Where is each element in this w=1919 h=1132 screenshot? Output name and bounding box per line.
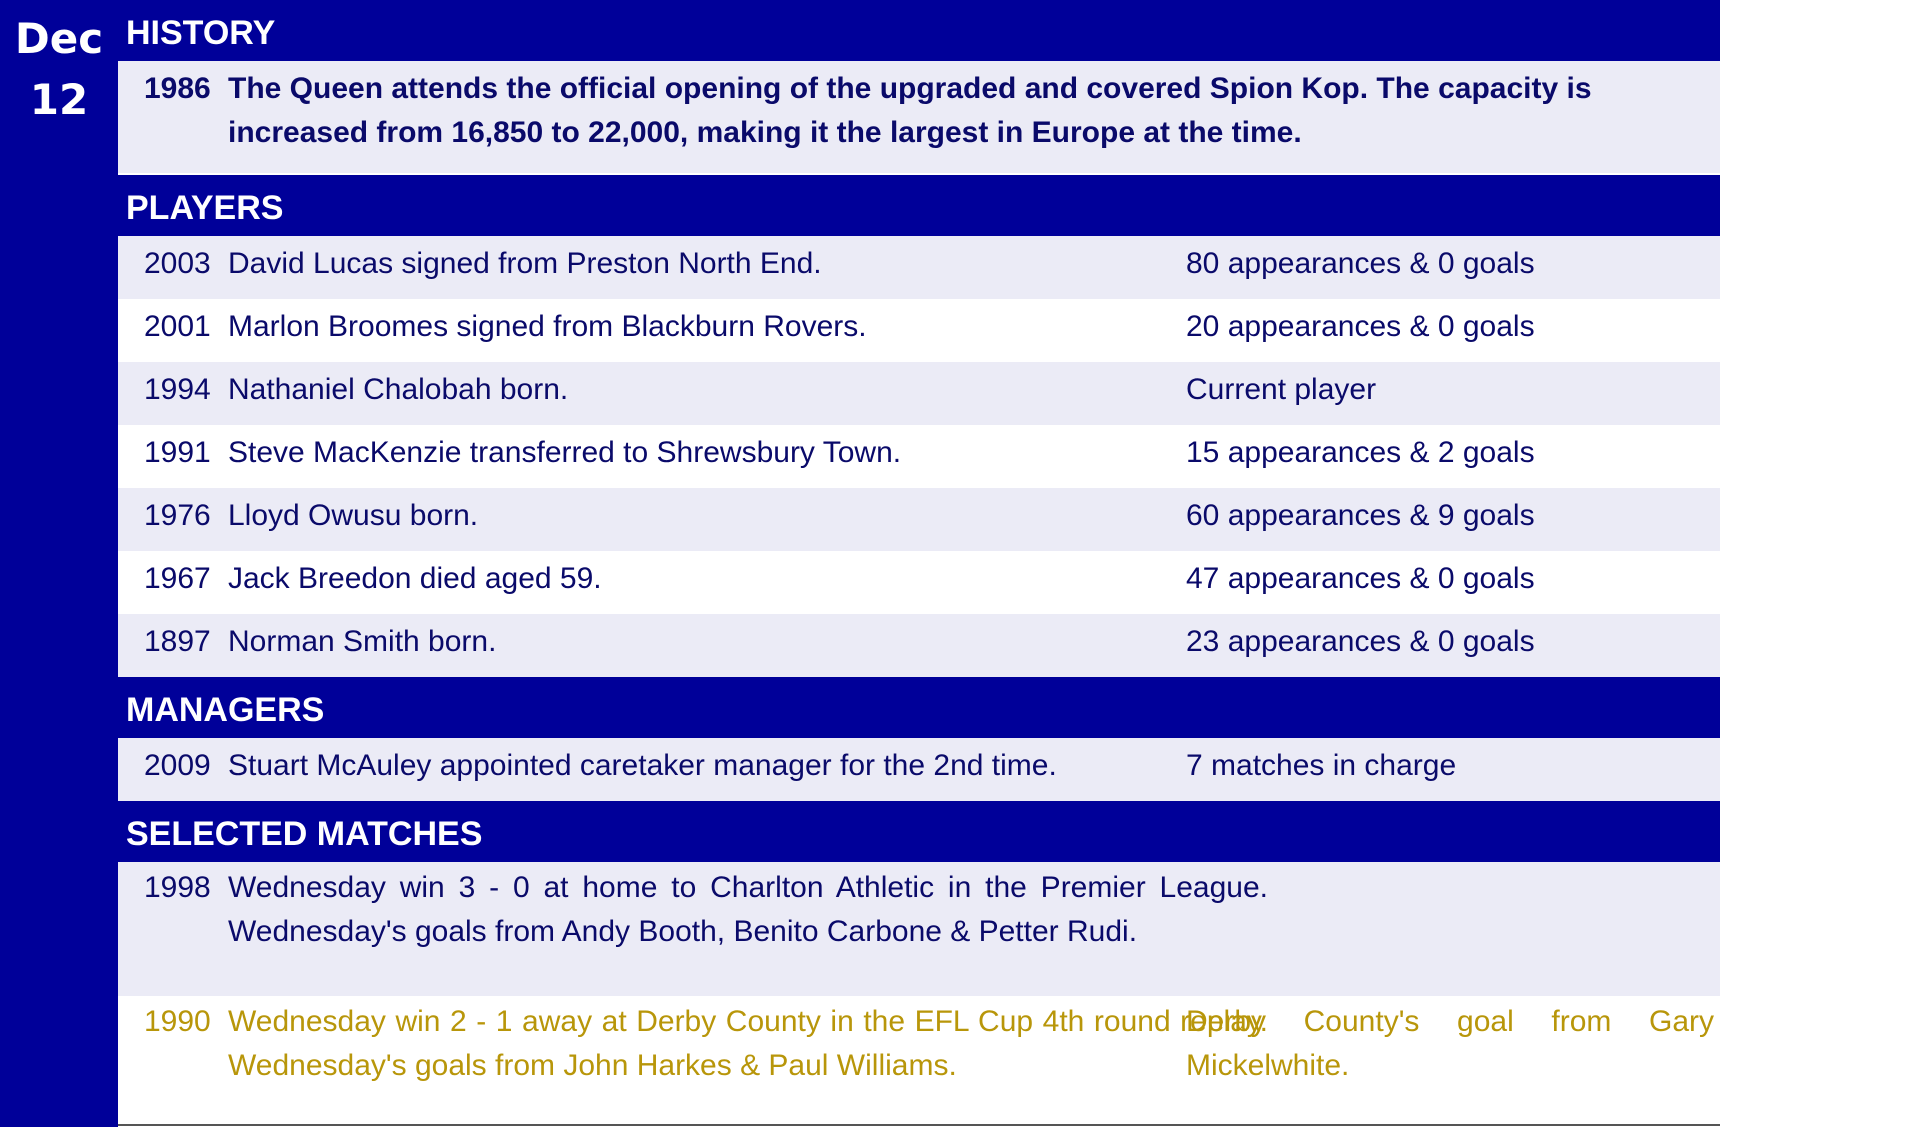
- player-note: 20 appearances & 0 goals: [1186, 310, 1535, 343]
- player-row: [118, 362, 1720, 425]
- player-text: David Lucas signed from Preston North End.: [228, 247, 822, 280]
- section-header-matches: SELECTED MATCHES: [118, 801, 1720, 862]
- content: [118, 0, 1720, 1132]
- match-note: Derby County's goal from Gary Mickelwhite.: [1186, 1005, 1714, 1082]
- player-row: [118, 425, 1720, 488]
- match-year: 1990: [144, 1005, 211, 1038]
- player-text: Marlon Broomes signed from Blackburn Rovers.: [228, 310, 867, 343]
- player-year: 1991: [144, 436, 211, 469]
- player-note: 23 appearances & 0 goals: [1186, 625, 1535, 658]
- player-year: 1967: [144, 562, 211, 595]
- player-note: 60 appearances & 9 goals: [1186, 499, 1535, 532]
- player-text: Norman Smith born.: [228, 625, 497, 658]
- section-header-managers: MANAGERS: [118, 677, 1720, 738]
- player-note: 47 appearances & 0 goals: [1186, 562, 1535, 595]
- match-text: Wednesday win 2 - 1 away at Derby County in the EFL Cup 4th round replay. Wednesday's goals from John Harkes & Paul Williams.: [228, 1005, 1268, 1082]
- match-text: Wednesday win 3 - 0 at home to Charlton Athletic in the Premier League. Wednesday's goals from Andy Booth, Benito Carbone & Petter Rudi.: [228, 871, 1268, 948]
- history-text: The Queen attends the official opening of the upgraded and covered Spion Kop. The capacity is increased from 16,850 to 22,000, making it the largest in Europe at the time.: [228, 72, 1592, 149]
- player-note: 15 appearances & 2 goals: [1186, 436, 1535, 469]
- player-year: 1897: [144, 625, 211, 658]
- section-header-players: PLAYERS: [118, 175, 1720, 236]
- match-year: 1998: [144, 871, 211, 904]
- bottom-divider: [118, 1124, 1720, 1126]
- manager-note: 7 matches in charge: [1186, 749, 1457, 782]
- player-row: [118, 488, 1720, 551]
- player-row: [118, 551, 1720, 614]
- date-sidebar: [0, 0, 118, 1127]
- player-year: 1976: [144, 499, 211, 532]
- history-year: 1986: [144, 72, 211, 105]
- history-row: [118, 61, 1720, 173]
- player-year: 1994: [144, 373, 211, 406]
- player-text: Steve MacKenzie transferred to Shrewsbury Town.: [228, 436, 902, 469]
- match-row: [118, 862, 1720, 996]
- player-note: 80 appearances & 0 goals: [1186, 247, 1535, 280]
- date-label: [0, 8, 118, 130]
- player-row: [118, 236, 1720, 299]
- player-year: 2003: [144, 247, 211, 280]
- manager-row: [118, 738, 1720, 801]
- manager-text: Stuart McAuley appointed caretaker manager for the 2nd time.: [228, 749, 1057, 782]
- date-day: 12: [29, 75, 89, 124]
- player-text: Jack Breedon died aged 59.: [228, 562, 602, 595]
- player-row: [118, 299, 1720, 362]
- player-text: Nathaniel Chalobah born.: [228, 373, 569, 406]
- player-note: Current player: [1186, 373, 1377, 406]
- section-header-history: HISTORY: [118, 0, 1720, 61]
- date-month: Dec: [14, 14, 104, 63]
- player-row: [118, 614, 1720, 677]
- player-text: Lloyd Owusu born.: [228, 499, 479, 532]
- player-year: 2001: [144, 310, 211, 343]
- manager-year: 2009: [144, 749, 211, 782]
- match-row-highlight: [118, 996, 1720, 1132]
